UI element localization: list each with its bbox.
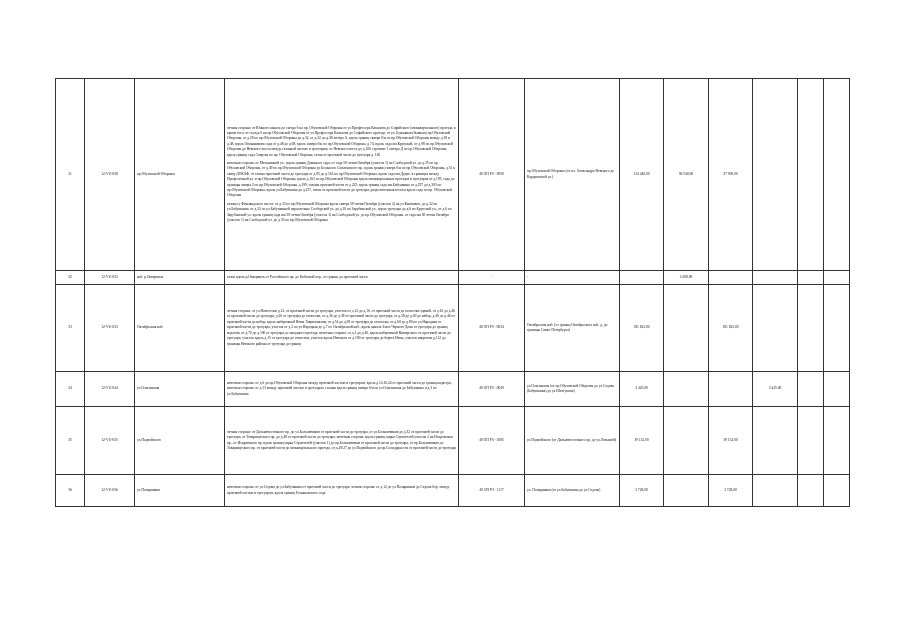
value-col-3: 3 425,00 <box>753 372 798 407</box>
object-code: 12-VU-044 <box>85 372 135 407</box>
object-description <box>225 372 459 407</box>
object-description <box>225 285 459 372</box>
empty-cell <box>798 407 824 475</box>
object-name: ул.Полярников <box>135 475 225 507</box>
value-col-2 <box>709 271 753 285</box>
object-description <box>225 79 459 271</box>
value-col-3 <box>753 285 798 372</box>
row-number: 36 <box>56 475 85 507</box>
row-number: 33 <box>56 285 85 372</box>
row-number: 35 <box>56 407 85 475</box>
road-code: 40 ОП РЗ - 1117 <box>459 475 525 507</box>
road-code: 40 ОП РЗ - 0930 <box>459 79 525 271</box>
value-col-2: 37 900,00 <box>709 79 753 271</box>
description-paragraph: нечетная сторона: от ул.Седова до ул.Бабушкина от проезжей части до тротуара, четная сторона: от д.12 до ул.Полярников до Седова бор. между проезжей частью и тротуаром, вдоль границ Гольяновского сада <box>227 485 450 495</box>
object-name: пр.Обуховской Обороны <box>135 79 225 271</box>
table-row <box>56 475 850 507</box>
description-paragraph: четная сторона: от Дальневосточного пр. до ул.Большевиков от проезжей части до тротуара, от ул.Большевиков до д.32 от проезжей части до тротуара, от Товарищеского пр. до д.48 от проезжей части до тротуара, нечетная сторона: вдоль границ парка Строителей участок 2 на Искровском пр., от Искровского пр. вдоль границ парка Строителей (участок 1) до пр.Большевиков от проезжей части до тротуара, от пр.Большевиков до Товарищеского пр. от проезжей части до межквартального проезда, от д.29/27 до ул.Подвойского до пр.Солидарности от проезжей части до тротуара <box>227 429 456 450</box>
road-route: Октябрьская наб. (от границ Октябрьского наб. д. до границы Санкт-Петербурга) <box>525 285 620 372</box>
value-col-1 <box>664 285 709 372</box>
object-code: 12-VU-033 <box>85 285 135 372</box>
total-value <box>620 271 664 285</box>
road-code: 40 ОП РЗ - 1085 <box>459 407 525 475</box>
value-col-1: 4 208,00 <box>664 271 709 285</box>
empty-cell <box>824 475 850 507</box>
description-paragraph: нечетная сторона: от д.6 до пр.Обуховской Обороны между проезжей частью и тротуаром, вдоль д.14,16,24 от проезжей части до границ кадастра, нечетная сторона: от д.13 между проезжей частью и тротуаром, газоны вдоль границ сквера б/н по ул.Ольгинская до Бабушкина и д.3 по ул.Бабушкина <box>227 380 452 396</box>
empty-cell <box>798 271 824 285</box>
value-col-3 <box>753 79 798 271</box>
object-description <box>225 407 459 475</box>
road-route: пр.Обуховской Обороны (от пл. Александра Невского до Кардиовской ул.) <box>525 79 620 271</box>
total-value: 39 132,00 <box>620 407 664 475</box>
description-paragraph: четная сторона: от ул.Новоселов д.12, от проезжей части до тротуара, участок от д.12 до д.16, от проезжей части до отмостки зданий, от д.16 до д.26 от проезжей части до тротуара, д.26 от тротуара до отмостки, от д.36 до д.38 от проезжей части до тротуара, от д.38 до д.40 до набор, д.40 до д.46 от проезжей части до набор, вдоль набережной Невы Тавричанская, от д.54 до д.58 от тротуара до отмостки, от д.60 до д.80 по ул.Народная от проезжей части до тротуара, участок от д.2 по ул.Народная до д.7 по Октябрьской наб., вдоль канала Злата Черного Дома от тротуара до границ водоема, от д.70 до д.100 от тротуара до западного проезда, нечетная сторона: от д.3 до д.40, вдоль набережной Вишерского от проезжей части до тротуара, участок вдоль д.15 от тротуара до отмостки, участок вдоль Невского от д.100 от тротуара до берега Невы, участок напротив д.112 до границы Невского района от тротуара до границ <box>227 309 455 346</box>
total-value: 134 440,00 <box>620 79 664 271</box>
road-route: ул. Полярников (от ул.Бабушкина до ул.Седова) <box>525 475 620 507</box>
description-paragraph: газон вдоль р.Оккервиль от Российского пр. до Кабловой пер., от границ до проезжей части <box>227 274 368 279</box>
road-route: ул.Подвойского (от Дальневосточного пр. до ул.Латышей) <box>525 407 620 475</box>
object-code: 12-VU-036 <box>85 475 135 507</box>
value-col-3 <box>753 475 798 507</box>
table-row <box>56 79 850 271</box>
empty-cell <box>798 285 824 372</box>
object-name: ул.Подвойского <box>135 407 225 475</box>
object-code: 12-VU-035 <box>85 407 135 475</box>
register-table <box>55 78 850 507</box>
empty-cell <box>824 407 850 475</box>
empty-cell <box>824 372 850 407</box>
object-description <box>225 475 459 507</box>
value-col-1 <box>664 407 709 475</box>
total-value: 181 823,00 <box>620 285 664 372</box>
value-col-2: 3 728,00 <box>709 475 753 507</box>
object-code: 12-VU-038 <box>85 79 135 271</box>
road-code: 40 ОП РЗ - 0034 <box>459 285 525 372</box>
table-row <box>56 372 850 407</box>
object-name: Октябрьская наб. <box>135 285 225 372</box>
table-row <box>56 271 850 285</box>
description-paragraph: газоны у Финляндского моста: от д.33 по пр.Обуховской Обороны вдоль сквера 50-летия Октября (участок 2) на ул.Книпович, до д.32 по ул.Бабушкина, от д.32 по ул.Бабушкиной параллельно Слободской ул. до д.10 по Зарубинской ул., вдоль тротуара до д.6 по Крупской ул., от д.6 по Зарубинской ул. вдоль границ сада им.50-летия Октября (участок 1) на Слободской ул. до пр.Обуховской Обороны, от сада им.50-летия Октября (участок 1) на Слободской ул. до д.33 по пр.Обуховской Обороны <box>227 201 452 223</box>
value-col-3 <box>753 407 798 475</box>
empty-cell <box>824 79 850 271</box>
row-number: 32 <box>56 271 85 285</box>
road-code: 40 ОП РЗ - 0049 <box>459 372 525 407</box>
empty-cell <box>798 79 824 271</box>
row-number: 31 <box>56 79 85 271</box>
object-name: ул.Ольгинская <box>135 372 225 407</box>
table-row <box>56 407 850 475</box>
total-value: 3 728,00 <box>620 475 664 507</box>
object-code: 12-VU-032 <box>85 271 135 285</box>
empty-cell <box>824 285 850 372</box>
value-col-1 <box>664 372 709 407</box>
value-col-3 <box>753 271 798 285</box>
value-col-2: 39 132,00 <box>709 407 753 475</box>
row-number: 34 <box>56 372 85 407</box>
object-description <box>225 271 459 285</box>
empty-cell <box>798 372 824 407</box>
empty-cell <box>824 271 850 285</box>
empty-cell <box>798 475 824 507</box>
road-code: - <box>459 271 525 285</box>
value-col-1: 96 540,00 <box>664 79 709 271</box>
value-col-2 <box>709 372 753 407</box>
total-value: 3 425,00 <box>620 372 664 407</box>
value-col-1 <box>664 475 709 507</box>
road-route: - <box>525 271 620 285</box>
road-route: ул.Ольгинская (от пр.Обуховской Обороны до ул.Седова (Бабушкина) до ул.Шелгунова) <box>525 372 620 407</box>
description-paragraph: четная сторона: от Южного канала до съезда б на пр. Обуховской Обороны от ул.Профессора Качалова до Софийского (межквартального) проезда, в кроме того, от съезда б на пр.Обуховской Обороны от ул.Профессора Качалова до Софийского проезда, от ул. Бумажная (бывшая) пр.Обуховской Обороны, от д.28 по пр.Обуховской Обороны до д.32, от д.32 до д.38 литера А, вдоль границ сквера б/н по пр.Обуховской Обороны между д.38 и д.48, вдоль Овсянникова сада от д.48 до д.68, вдоль сквера б/н по пр.Обуховской Обороны, д.74, вдоль сада им.Крупской, от д.98 по пр.Обуховской Обороны до Невского моста между газонной частью и тротуаром; от Невского моста до д.106 строение 1 литера Д по пр.Обуховской Обороны, вдоль границ сада Спартак по пр. Обуховской Обороны, газон от проезжей части до тротуара д. 140 <box>227 125 456 157</box>
description-paragraph: нечетная сторона: от Мельничной ул., вдоль границ Длинного сада, от сада 50-летия Октября (участок 1) на Слободской ул. до д.35 по пр. Обуховской Обороны, от д.49 по пр.Обуховской Обороны до Большого Смоленского пр., вдоль границ сквера б/н по пр.Обуховской Обороны, д.51 к сквер ДОКАФ, от газона проезжей части до тротуара от д.95 до д.163 по пр.Обуховской Обороны, вдоль сада им.Дудко, в границах между Профсоюзной ул. и пр.Обуховской Обороны, вдоль д.163 по пр.Обуховской Обороны вдоль межквартальных проездов и тротуаров от д.195, сада до границы сквера 2 по пр.Обуховской Обороны, д.199, газоны проезжей части от д.225, вдоль границ сада им.Бабушкина от д.257 до д.303 по пр.Обуховской Обороны, вдоль ул.Бабушкина до д.257, газон от проезжей части до тротуара, разделительная полоса вдоль сада по пр. Обуховской Обороны <box>227 160 455 198</box>
table-row <box>56 285 850 372</box>
value-col-2: 181 823,00 <box>709 285 753 372</box>
object-name: наб. р.Оккервиль <box>135 271 225 285</box>
register-table-body <box>56 79 850 507</box>
